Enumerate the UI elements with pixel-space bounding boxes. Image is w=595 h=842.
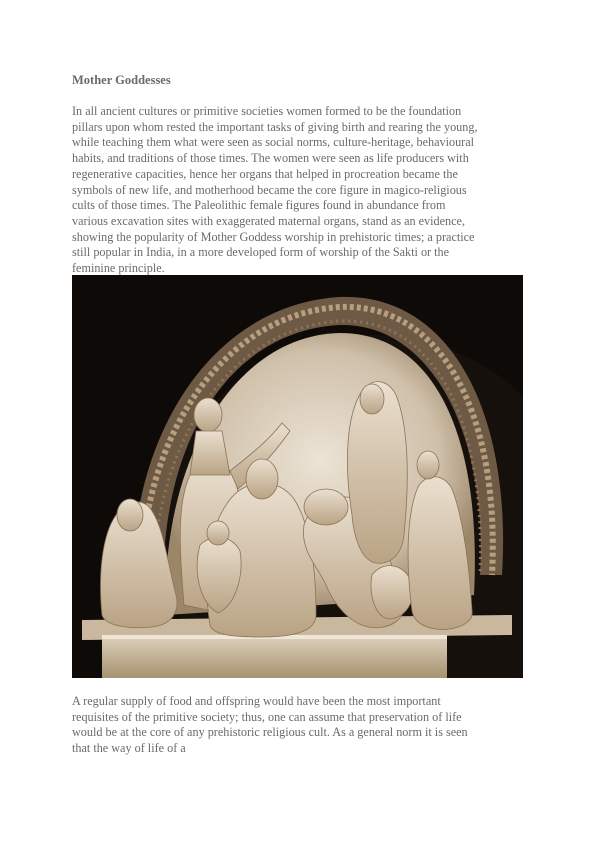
text-line: requisites of the primitive society; thus, one can assume that preservation of life bbox=[72, 709, 462, 724]
text-line: habits, and traditions of those times. The women were seen as life producers with bbox=[72, 151, 469, 166]
text-line: still popular in India, in a more developed form of worship of the Sakti or the bbox=[72, 245, 450, 260]
text-line: showing the popularity of Mother Goddess worship in prehistoric times; a practice bbox=[72, 229, 475, 244]
text-line: symbols of new life, and motherhood became the core figure in magico-religious bbox=[72, 182, 467, 197]
text-line: that the way of life of a bbox=[72, 741, 186, 756]
text-line: regenerative capacities, hence her organs that helped in procreation became the bbox=[72, 166, 458, 181]
text-line: In all ancient cultures or primitive societies women formed to be the foundation bbox=[72, 104, 462, 118]
paragraph-2 bbox=[72, 694, 528, 757]
text-line: would be at the core of any prehistoric religious cult. As a general norm it is seen bbox=[72, 725, 468, 740]
text-line: various excavation sites with exaggerated maternal organs, stand as an evidence, bbox=[72, 213, 466, 228]
text-line: cults of those times. The Paleolithic female figures found in abundance from bbox=[72, 198, 446, 213]
text-line: pillars upon whom rested the important tasks of giving birth and rearing the young, bbox=[72, 119, 478, 134]
clay-sculpture-illustration bbox=[72, 275, 523, 678]
text-line: feminine principle. bbox=[72, 261, 165, 276]
text-line: A regular supply of food and offspring would have been the most important bbox=[72, 694, 441, 708]
text-line: while teaching them what were seen as social norms, culture-heritage, behavioural bbox=[72, 135, 475, 150]
paragraph-1 bbox=[72, 104, 528, 277]
sculpture-photo bbox=[72, 275, 523, 678]
section-heading: Mother Goddesses bbox=[72, 73, 171, 87]
